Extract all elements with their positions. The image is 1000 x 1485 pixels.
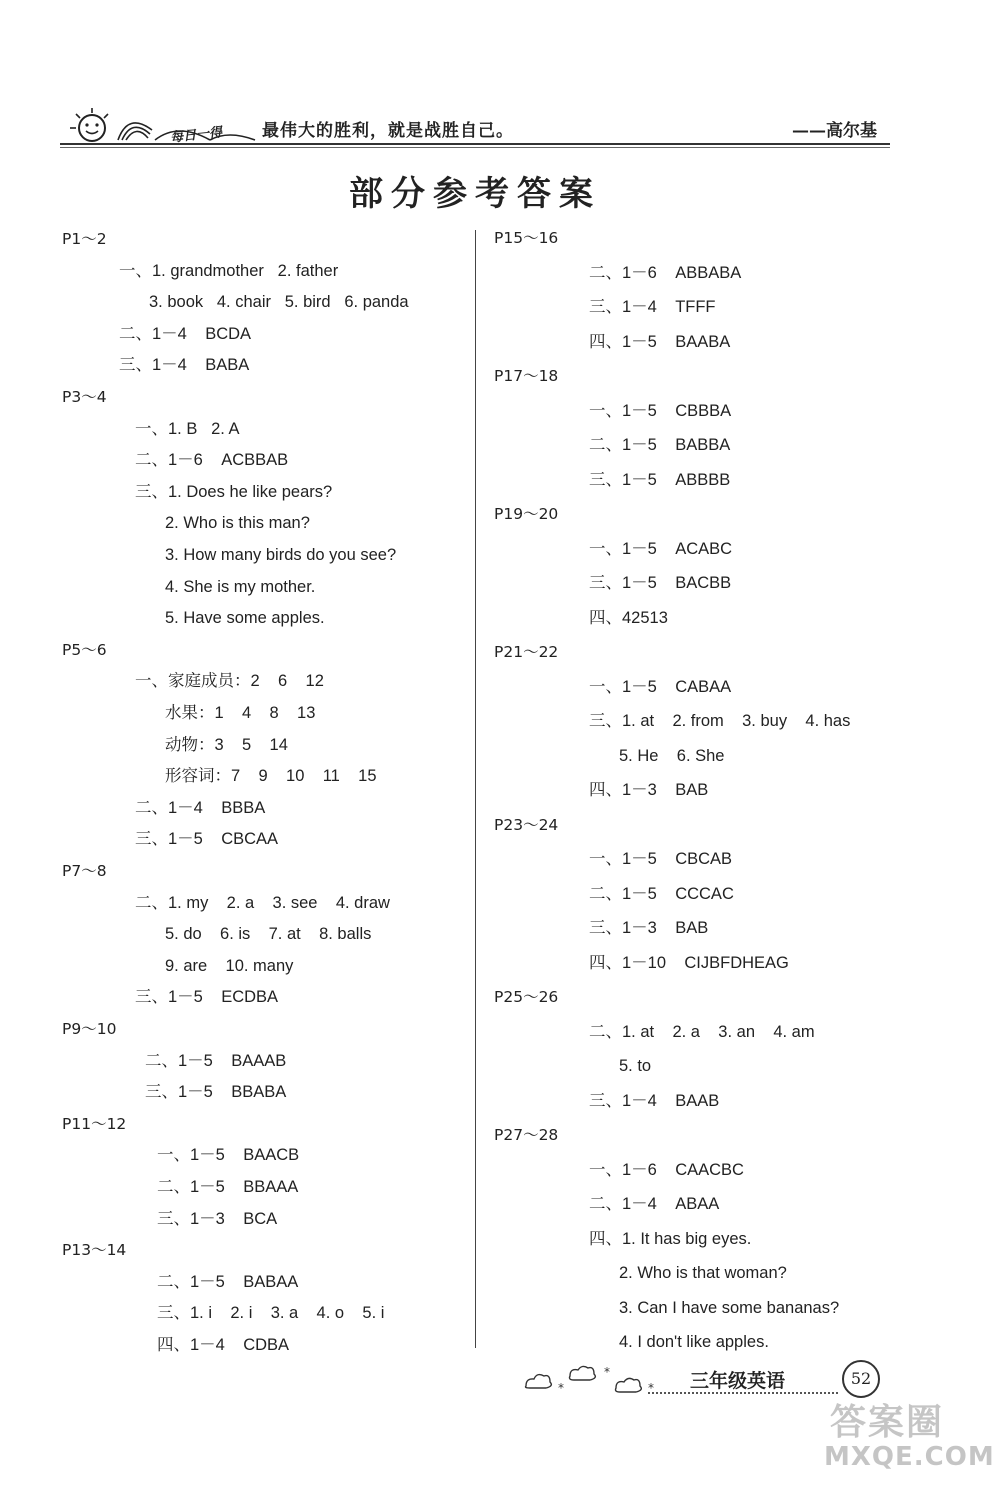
answer-line: 水果：1 4 8 13 [165, 704, 316, 722]
answer-line: 四、1－3 BAB [589, 781, 709, 799]
answer-line: 5. Have some apples. [165, 609, 325, 628]
page-number-badge: 52 [842, 1360, 880, 1398]
answer-line: 三、1－5 ECDBA [135, 988, 279, 1007]
page-range-heading: P15～16 [494, 229, 559, 247]
page-range-heading: P13～14 [62, 1241, 127, 1260]
answer-line: 二、1－5 BABAA [157, 1272, 299, 1291]
answer-line: 四、1－4 CDBA [157, 1336, 290, 1354]
answer-line: 二、1－5 BBAAA [157, 1178, 299, 1196]
answer-line: 一、1－5 CBBBA [589, 401, 732, 420]
page-range-heading: P9～10 [62, 1020, 117, 1038]
page-title: 部分参考答案 [349, 174, 601, 214]
header-rule [60, 143, 890, 145]
page-range-heading: P23～24 [494, 815, 559, 834]
answer-line: 三、1. i 2. i 3. a 4. o 5. i [157, 1304, 385, 1323]
svg-text:*: * [604, 1365, 610, 1379]
answer-line: 四、42513 [589, 608, 668, 627]
answer-line: 三、1－4 TFFF [589, 298, 716, 316]
footer-dotted-rule [648, 1392, 838, 1394]
page-range-heading: P19～20 [494, 505, 559, 523]
answer-line: 形容词：7 9 10 11 15 [165, 767, 377, 786]
answer-line: 4. She is my mother. [165, 577, 316, 596]
page-range-heading: P7～8 [62, 862, 107, 880]
page-range-heading: P5～6 [62, 640, 107, 659]
answer-line: 一、家庭成员：2 6 12 [135, 672, 324, 691]
page-range-heading: P27～28 [494, 1126, 559, 1144]
page-range-heading: P1～2 [62, 230, 107, 248]
footer-grade-subject: 三年级英语 [690, 1370, 786, 1392]
answer-line: 三、1. Does he like pears? [135, 482, 333, 501]
answer-line: 动物：3 5 14 [165, 735, 288, 754]
answer-line: 一、1－5 CABAA [589, 677, 732, 696]
answer-line: 2. Who is this man? [165, 514, 310, 533]
page-range-heading: P17～18 [494, 367, 559, 385]
answer-line: 一、1－5 CBCAB [589, 850, 733, 868]
answer-line: 5. do 6. is 7. at 8. balls [165, 925, 372, 944]
column-divider [475, 230, 476, 1348]
answer-line: 三、1－3 BAB [589, 919, 709, 937]
answer-line: 二、1－4 BBBA [135, 798, 266, 817]
answer-line: 三、1－4 BABA [119, 356, 250, 375]
answer-line: 二、1－5 BAAAB [145, 1051, 287, 1070]
answer-line: 三、1－3 BCA [157, 1209, 278, 1228]
answer-line: 三、1－5 BBABA [145, 1083, 287, 1102]
svg-text:*: * [558, 1381, 564, 1395]
answer-line: 三、1. at 2. from 3. buy 4. has [589, 712, 851, 730]
answer-line: 二、1－6 ACBBAB [135, 451, 289, 470]
page-range-heading: P3～4 [62, 388, 107, 406]
answer-line: 二、1－4 BCDA [119, 324, 252, 343]
answer-line: 二、1. at 2. a 3. an 4. am [589, 1022, 815, 1041]
answer-line: 5. to [619, 1057, 652, 1075]
svg-text:*: * [648, 1381, 654, 1395]
watermark [818, 1392, 998, 1482]
answer-line: 3. book 4. chair 5. bird 6. panda [149, 293, 409, 312]
answer-line: 二、1－5 CCCAC [589, 884, 734, 903]
answer-line: 四、1－10 CIJBFDHEAG [589, 953, 789, 972]
answer-line: 3. How many birds do you see? [165, 546, 397, 564]
motto-author: ——高尔基 [792, 121, 877, 141]
answer-line: 5. He 6. She [619, 746, 725, 765]
answer-line: 四、1. It has big eyes. [589, 1229, 752, 1248]
motto-text: 最伟大的胜利，就是战胜自己。 [262, 121, 514, 141]
answer-line: 二、1－5 BABBA [589, 436, 731, 454]
header-rule-thin [60, 147, 890, 148]
answer-line: 3. Can I have some bananas? [619, 1298, 840, 1317]
answer-line: 一、1－6 CAACBC [589, 1160, 744, 1179]
watermark-url: MXQE.COM [824, 1442, 995, 1472]
sun-doodle-icon [60, 100, 260, 146]
page-range-heading: P11～12 [62, 1114, 127, 1133]
answer-line: 2. Who is that woman? [619, 1264, 787, 1282]
answer-line: 三、1－5 BACBB [589, 574, 732, 592]
answer-line: 一、1. B 2. A [135, 419, 240, 438]
page-range-heading: P21～22 [494, 643, 559, 661]
answer-line: 四、1－5 BAABA [589, 332, 731, 351]
daily-label: 每日一得 [169, 125, 223, 146]
answer-line: 三、1－4 BAAB [589, 1091, 720, 1110]
answer-line: 一、1－5 BAACB [157, 1146, 300, 1165]
answer-line: 一、1. grandmother 2. father [119, 261, 339, 280]
answer-line: 二、1. my 2. a 3. see 4. draw [135, 893, 390, 912]
answer-line: 一、1－5 ACABC [589, 539, 733, 558]
answer-line: 4. I don't like apples. [619, 1333, 769, 1351]
answer-line: 二、1－4 ABAA [589, 1195, 720, 1213]
answer-line: 9. are 10. many [165, 956, 294, 975]
answer-line: 二、1－6 ABBABA [589, 263, 742, 282]
answer-line: 三、1－5 CBCAA [135, 830, 279, 849]
cloud-doodle-icon [520, 1362, 660, 1396]
answer-line: 三、1－5 ABBBB [589, 470, 731, 489]
watermark-logo-text: 答案圈 [830, 1402, 945, 1443]
page-range-heading: P25～26 [494, 988, 559, 1006]
